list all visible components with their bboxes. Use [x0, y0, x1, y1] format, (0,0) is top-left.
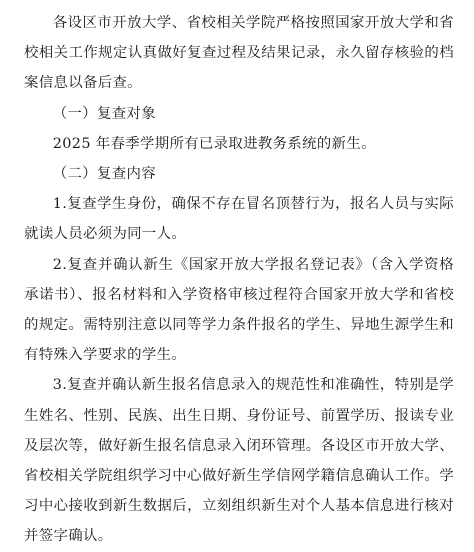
review-item-identity: 1.复查学生身份，确保不存在冒名顶替行为，报名人员与实际就读人员必须为同一人。: [24, 196, 454, 243]
intro-paragraph: 各设区市开放大学、省校相关学院严格按照国家开放大学和省校相关工作规定认真做好复查过程及结果记录，永久留存核验的档案信息以备后查。: [24, 15, 454, 92]
review-item-registration-info: 3.复查并确认新生报名信息录入的规范性和准确性，特别是学生姓名、性别、民族、出生日期、身份证号、前置学历、报读专业及层次等，做好新生报名信息录入闭环管理。各设区市开放大学、省校相关学院组织学习中心做好新生学信网学籍信息确认工作。学习中心接收到新生数据后，立刻组织新生对个人基本信息进行核对并签字确认。: [24, 377, 454, 545]
review-item-registration-form: 2.复查并确认新生《国家开放大学报名登记表》（含入学资格承诺书）、报名材料和入学资格审核过程符合国家开放大学和省校的规定。需特别注意以同等学力条件报名的学生、异地生源学生和有特殊入学要求的学生。: [24, 256, 454, 364]
section-heading-review-content: （二）复查内容: [52, 166, 156, 183]
section-heading-review-target: （一）复查对象: [52, 105, 156, 122]
review-target-paragraph: 2025 年春季学期所有已录取进教务系统的新生。: [52, 135, 376, 152]
